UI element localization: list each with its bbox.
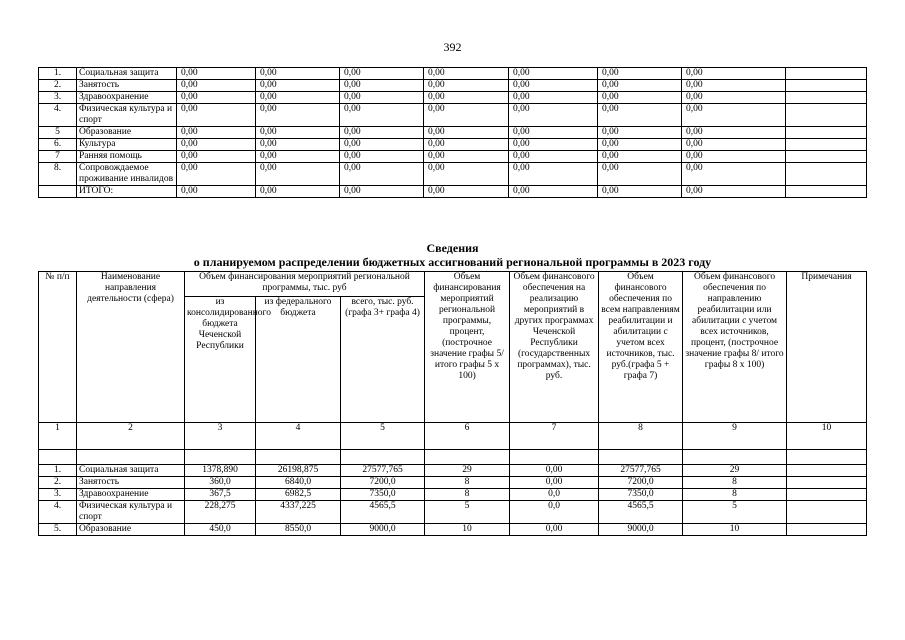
table-row bbox=[39, 80, 867, 92]
row-value: 0,00 bbox=[424, 68, 509, 80]
row-value: 0,00 bbox=[682, 151, 786, 163]
column-number: 2 bbox=[77, 423, 185, 450]
row-empty bbox=[786, 151, 867, 163]
row-value: 0,00 bbox=[598, 151, 682, 163]
row-value: 0,00 bbox=[682, 68, 786, 80]
row-name: ИТОГО: bbox=[77, 186, 177, 198]
row-value: 0,00 bbox=[598, 80, 682, 92]
row-value: 0,00 bbox=[340, 68, 424, 80]
column-number: 6 bbox=[425, 423, 510, 450]
row-value: 0,00 bbox=[682, 104, 786, 127]
table-row bbox=[39, 524, 867, 536]
row-value: 0,00 bbox=[177, 92, 256, 104]
header-total: всего, тыс. руб. (графа 3+ графа 4) bbox=[341, 297, 425, 423]
row-name: Занятость bbox=[77, 80, 177, 92]
row-value: 0,00 bbox=[177, 80, 256, 92]
row-value: 0,00 bbox=[509, 104, 598, 127]
table-row bbox=[39, 139, 867, 151]
cell-c9: 10 bbox=[683, 524, 787, 536]
row-value: 0,00 bbox=[256, 92, 340, 104]
cell-name: Здравоохранение bbox=[77, 489, 185, 501]
row-value: 0,00 bbox=[598, 186, 682, 198]
row-empty bbox=[786, 92, 867, 104]
column-number: 4 bbox=[256, 423, 341, 450]
row-value: 0,00 bbox=[256, 163, 340, 186]
cell-c6: 29 bbox=[425, 465, 510, 477]
row-value: 0,00 bbox=[340, 104, 424, 127]
cell-c3: 1378,890 bbox=[185, 465, 256, 477]
section-heading bbox=[0, 241, 905, 269]
row-number: 2. bbox=[39, 80, 77, 92]
column-number: 10 bbox=[787, 423, 867, 450]
row-value: 0,00 bbox=[509, 186, 598, 198]
row-value: 0,00 bbox=[340, 186, 424, 198]
table-row bbox=[39, 151, 867, 163]
header-col7: Объем финансового обеспечения на реализацию мероприятий в других программах Чеченской Республики (государственных программах), тыс. руб. bbox=[510, 272, 599, 423]
spacer-cell bbox=[341, 450, 425, 465]
cell-name: Социальная защита bbox=[77, 465, 185, 477]
table-row bbox=[39, 186, 867, 198]
cell-c9: 8 bbox=[683, 477, 787, 489]
column-number: 1 bbox=[39, 423, 77, 450]
cell-c5: 7350,0 bbox=[341, 489, 425, 501]
row-value: 0,00 bbox=[509, 92, 598, 104]
cell-c10 bbox=[787, 524, 867, 536]
row-value: 0,00 bbox=[177, 104, 256, 127]
row-value: 0,00 bbox=[424, 163, 509, 186]
cell-c4: 26198,875 bbox=[256, 465, 341, 477]
row-value: 0,00 bbox=[340, 151, 424, 163]
row-value: 0,00 bbox=[509, 80, 598, 92]
row-value: 0,00 bbox=[682, 127, 786, 139]
row-empty bbox=[786, 104, 867, 127]
row-empty bbox=[786, 80, 867, 92]
row-value: 0,00 bbox=[598, 127, 682, 139]
header-name: Наименование направления деятельности (сфера) bbox=[77, 272, 185, 423]
cell-c7: 0,00 bbox=[510, 524, 599, 536]
cell-c8: 9000,0 bbox=[599, 524, 683, 536]
spacer-row bbox=[39, 450, 867, 465]
row-value: 0,00 bbox=[509, 151, 598, 163]
row-number: 6. bbox=[39, 139, 77, 151]
cell-c5: 7200,0 bbox=[341, 477, 425, 489]
cell-num: 4. bbox=[39, 501, 77, 524]
row-value: 0,00 bbox=[424, 139, 509, 151]
row-empty bbox=[786, 68, 867, 80]
row-value: 0,00 bbox=[424, 80, 509, 92]
row-value: 0,00 bbox=[340, 80, 424, 92]
spacer-cell bbox=[683, 450, 787, 465]
cell-c7: 0,00 bbox=[510, 477, 599, 489]
cell-c5: 4565,5 bbox=[341, 501, 425, 524]
row-value: 0,00 bbox=[256, 151, 340, 163]
column-number: 7 bbox=[510, 423, 599, 450]
table-row bbox=[39, 465, 867, 477]
spacer-cell bbox=[185, 450, 256, 465]
cell-c6: 8 bbox=[425, 489, 510, 501]
cell-c4: 6840,0 bbox=[256, 477, 341, 489]
cell-c3: 360,0 bbox=[185, 477, 256, 489]
column-number: 5 bbox=[341, 423, 425, 450]
cell-c8: 7200,0 bbox=[599, 477, 683, 489]
header-consolidated-budget: из консолидированного бюджета Чеченской Республики bbox=[185, 297, 256, 423]
column-number-row bbox=[39, 423, 867, 450]
row-value: 0,00 bbox=[598, 68, 682, 80]
cell-c3: 228,275 bbox=[185, 501, 256, 524]
row-empty bbox=[786, 127, 867, 139]
row-value: 0,00 bbox=[598, 104, 682, 127]
table-row bbox=[39, 127, 867, 139]
row-value: 0,00 bbox=[340, 127, 424, 139]
top-table bbox=[38, 67, 867, 198]
row-value: 0,00 bbox=[509, 163, 598, 186]
cell-c10 bbox=[787, 489, 867, 501]
row-value: 0,00 bbox=[256, 127, 340, 139]
row-value: 0,00 bbox=[682, 139, 786, 151]
row-value: 0,00 bbox=[509, 68, 598, 80]
row-number: 5 bbox=[39, 127, 77, 139]
row-value: 0,00 bbox=[256, 68, 340, 80]
row-number: 1. bbox=[39, 68, 77, 80]
cell-c6: 8 bbox=[425, 477, 510, 489]
spacer-cell bbox=[77, 450, 185, 465]
cell-c10 bbox=[787, 501, 867, 524]
row-value: 0,00 bbox=[424, 151, 509, 163]
row-value: 0,00 bbox=[177, 163, 256, 186]
column-number: 9 bbox=[683, 423, 787, 450]
row-value: 0,00 bbox=[682, 163, 786, 186]
header-col8: Объем финансового обеспечения по всем направлениям реабилитации и абилитации с учетом всех источников, тыс. руб.(графа 5 + графа 7) bbox=[599, 272, 683, 423]
row-value: 0,00 bbox=[424, 104, 509, 127]
heading-title: Сведения bbox=[426, 241, 479, 255]
row-empty bbox=[786, 163, 867, 186]
row-number: 4. bbox=[39, 104, 77, 127]
cell-c9: 5 bbox=[683, 501, 787, 524]
main-table bbox=[38, 271, 867, 536]
spacer-cell bbox=[39, 450, 77, 465]
row-value: 0,00 bbox=[682, 92, 786, 104]
table-row bbox=[39, 477, 867, 489]
cell-num: 2. bbox=[39, 477, 77, 489]
row-value: 0,00 bbox=[340, 163, 424, 186]
table-row bbox=[39, 104, 867, 127]
row-value: 0,00 bbox=[177, 68, 256, 80]
row-name: Социальная защита bbox=[77, 68, 177, 80]
row-value: 0,00 bbox=[177, 127, 256, 139]
row-name: Здравоохранение bbox=[77, 92, 177, 104]
row-value: 0,00 bbox=[424, 92, 509, 104]
column-number: 3 bbox=[185, 423, 256, 450]
row-value: 0,00 bbox=[598, 139, 682, 151]
row-value: 0,00 bbox=[682, 186, 786, 198]
row-value: 0,00 bbox=[177, 139, 256, 151]
table-row bbox=[39, 163, 867, 186]
cell-c9: 8 bbox=[683, 489, 787, 501]
row-name: Физическая культура и спорт bbox=[77, 104, 177, 127]
cell-num: 5. bbox=[39, 524, 77, 536]
cell-c8: 7350,0 bbox=[599, 489, 683, 501]
row-number bbox=[39, 186, 77, 198]
row-value: 0,00 bbox=[177, 186, 256, 198]
cell-name: Занятость bbox=[77, 477, 185, 489]
row-value: 0,00 bbox=[598, 163, 682, 186]
row-value: 0,00 bbox=[598, 92, 682, 104]
spacer-cell bbox=[425, 450, 510, 465]
heading-subtitle: о планируемом распределении бюджетных ассигнований региональной программы в 2023 году bbox=[193, 255, 712, 269]
row-value: 0,00 bbox=[256, 139, 340, 151]
cell-c8: 4565,5 bbox=[599, 501, 683, 524]
row-name: Культура bbox=[77, 139, 177, 151]
row-number: 7 bbox=[39, 151, 77, 163]
cell-c3: 450,0 bbox=[185, 524, 256, 536]
row-name: Ранняя помощь bbox=[77, 151, 177, 163]
header-num: № п/п bbox=[39, 272, 77, 423]
cell-c3: 367,5 bbox=[185, 489, 256, 501]
table-row bbox=[39, 501, 867, 524]
cell-c9: 29 bbox=[683, 465, 787, 477]
cell-c7: 0,00 bbox=[510, 465, 599, 477]
cell-c6: 5 bbox=[425, 501, 510, 524]
cell-c7: 0,0 bbox=[510, 501, 599, 524]
spacer-cell bbox=[256, 450, 341, 465]
table-row bbox=[39, 489, 867, 501]
row-empty bbox=[786, 186, 867, 198]
cell-c10 bbox=[787, 477, 867, 489]
header-funding-group: Объем финансирования мероприятий региональной программы, тыс. руб bbox=[185, 272, 425, 297]
row-value: 0,00 bbox=[682, 80, 786, 92]
cell-c7: 0,0 bbox=[510, 489, 599, 501]
column-number: 8 bbox=[599, 423, 683, 450]
row-number: 3. bbox=[39, 92, 77, 104]
row-value: 0,00 bbox=[509, 139, 598, 151]
row-value: 0,00 bbox=[340, 92, 424, 104]
row-number: 8. bbox=[39, 163, 77, 186]
row-name: Образование bbox=[77, 127, 177, 139]
cell-num: 1. bbox=[39, 465, 77, 477]
spacer-cell bbox=[599, 450, 683, 465]
row-value: 0,00 bbox=[424, 127, 509, 139]
cell-name: Физическая культура и спорт bbox=[77, 501, 185, 524]
cell-c8: 27577,765 bbox=[599, 465, 683, 477]
header-row-top bbox=[39, 272, 867, 297]
row-value: 0,00 bbox=[256, 186, 340, 198]
cell-c6: 10 bbox=[425, 524, 510, 536]
cell-num: 3. bbox=[39, 489, 77, 501]
row-empty bbox=[786, 139, 867, 151]
cell-c5: 9000,0 bbox=[341, 524, 425, 536]
cell-c5: 27577,765 bbox=[341, 465, 425, 477]
cell-c10 bbox=[787, 465, 867, 477]
header-col6: Объем финансирования мероприятий региональной программы, процент, (построчное значение графы 5/ итого графы 5 х 100) bbox=[425, 272, 510, 423]
header-col10: Примечания bbox=[787, 272, 867, 423]
row-value: 0,00 bbox=[340, 139, 424, 151]
header-col9: Объем финансового обеспечения по направлению реабилитации или абилитации с учетом всех источников, процент, (построчное значение графы 8/ итого графы 8 х 100) bbox=[683, 272, 787, 423]
page-number: 392 bbox=[443, 40, 462, 54]
cell-c4: 8550,0 bbox=[256, 524, 341, 536]
row-name: Сопровождаемое проживание инвалидов bbox=[77, 163, 177, 186]
spacer-cell bbox=[510, 450, 599, 465]
cell-c4: 6982,5 bbox=[256, 489, 341, 501]
cell-name: Образование bbox=[77, 524, 185, 536]
row-value: 0,00 bbox=[509, 127, 598, 139]
table-row bbox=[39, 92, 867, 104]
cell-c4: 4337,225 bbox=[256, 501, 341, 524]
header-federal-budget: из федерального бюджета bbox=[256, 297, 341, 423]
row-value: 0,00 bbox=[424, 186, 509, 198]
table-row bbox=[39, 68, 867, 80]
spacer-cell bbox=[787, 450, 867, 465]
row-value: 0,00 bbox=[177, 151, 256, 163]
row-value: 0,00 bbox=[256, 104, 340, 127]
row-value: 0,00 bbox=[256, 80, 340, 92]
